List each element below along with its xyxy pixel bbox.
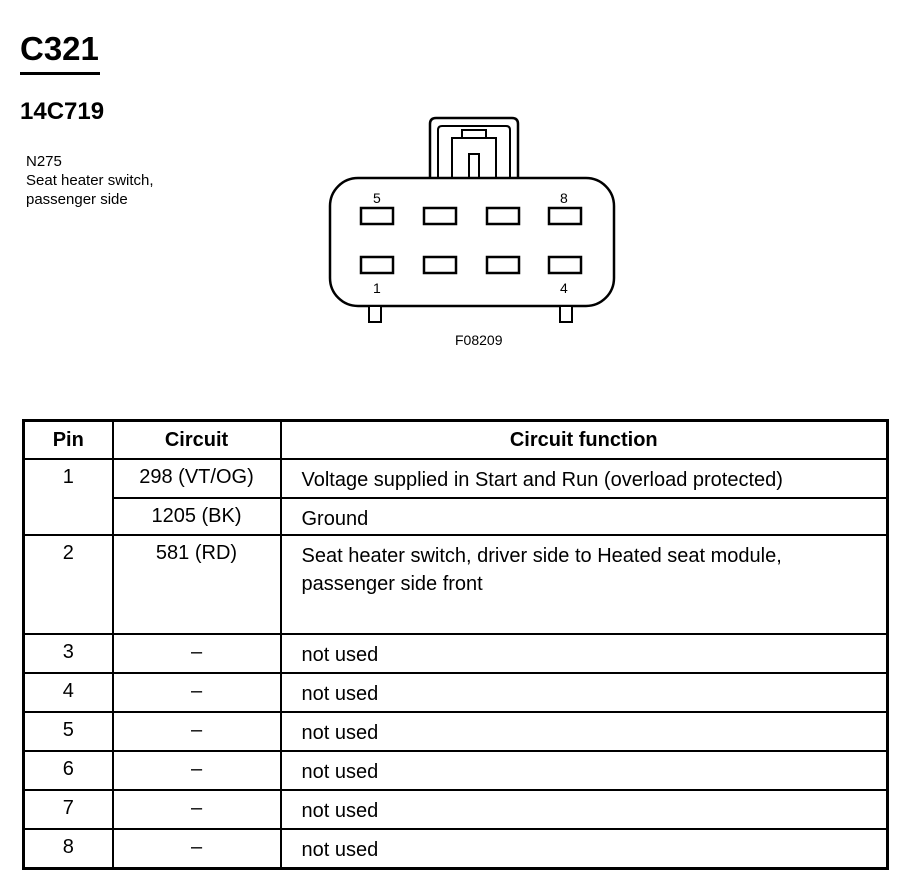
- table-row: [24, 829, 888, 869]
- locking-tab: [430, 118, 518, 180]
- pin-cell: 7: [24, 790, 113, 829]
- connector-face-diagram: [0, 0, 912, 400]
- pin-label-5: 5: [373, 190, 381, 206]
- pin-table: [22, 419, 889, 870]
- pin-cavity-1: [361, 257, 393, 273]
- connector-id: C321: [20, 30, 99, 67]
- pin-cavity-6: [424, 208, 456, 224]
- function-cell: Voltage supplied in Start and Run (overload protected): [281, 459, 888, 498]
- table-row: [24, 673, 888, 712]
- table-header-row: [24, 421, 888, 460]
- component-code: N275: [26, 153, 62, 170]
- function-cell: not used: [281, 673, 888, 712]
- pin-label-8: 8: [560, 190, 568, 206]
- table-row: [24, 535, 888, 634]
- header-circuit: Circuit: [113, 421, 281, 460]
- circuit-cell: –: [113, 712, 281, 751]
- component-desc-line2: passenger side: [26, 191, 128, 208]
- pin-cavity-7: [487, 208, 519, 224]
- pin-label-4: 4: [560, 280, 568, 296]
- function-cell: not used: [281, 790, 888, 829]
- pin-label-1: 1: [373, 280, 381, 296]
- pin-cell: 5: [24, 712, 113, 751]
- circuit-cell: –: [113, 751, 281, 790]
- connector-foot-left: [369, 306, 381, 322]
- table-row: [24, 712, 888, 751]
- function-cell: not used: [281, 712, 888, 751]
- pin-cell: 2: [24, 535, 113, 634]
- circuit-cell: –: [113, 634, 281, 673]
- circuit-cell: 1205 (BK): [113, 498, 281, 535]
- component-desc-line1: Seat heater switch,: [26, 172, 154, 189]
- circuit-cell: 298 (VT/OG): [113, 459, 281, 498]
- pin-cell: 6: [24, 751, 113, 790]
- pin-cell: 1: [24, 459, 113, 498]
- table-row: [24, 498, 888, 535]
- function-cell: Ground: [281, 498, 888, 535]
- part-number: 14C719: [20, 98, 105, 125]
- pin-cell: [24, 498, 113, 535]
- pin-cavity-3: [487, 257, 519, 273]
- header-function: Circuit function: [281, 421, 888, 460]
- circuit-cell: –: [113, 790, 281, 829]
- function-cell: not used: [281, 751, 888, 790]
- circuit-cell: –: [113, 673, 281, 712]
- table-row: [24, 459, 888, 498]
- connector-foot-right: [560, 306, 572, 322]
- table-row: [24, 751, 888, 790]
- header-pin: Pin: [24, 421, 113, 460]
- circuit-cell: 581 (RD): [113, 535, 281, 634]
- pin-cavity-8: [549, 208, 581, 224]
- circuit-cell: –: [113, 829, 281, 869]
- table-row: [24, 790, 888, 829]
- pin-cavity-5: [361, 208, 393, 224]
- function-cell: Seat heater switch, driver side to Heated seat module, passenger side front: [281, 535, 888, 634]
- pin-cell: 8: [24, 829, 113, 869]
- function-cell: not used: [281, 634, 888, 673]
- table-row: [24, 634, 888, 673]
- pin-cavity-4: [549, 257, 581, 273]
- function-cell: not used: [281, 829, 888, 869]
- pin-cavity-2: [424, 257, 456, 273]
- pin-cell: 4: [24, 673, 113, 712]
- figure-id: F08209: [455, 332, 503, 348]
- pin-cell: 3: [24, 634, 113, 673]
